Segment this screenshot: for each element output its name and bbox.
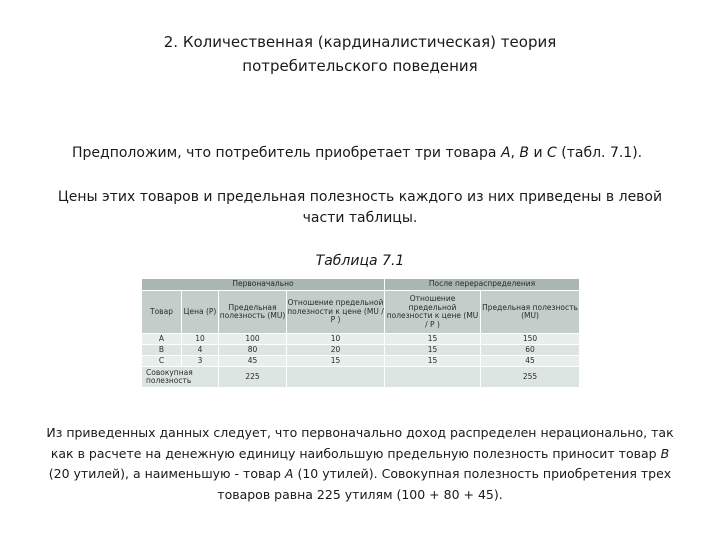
table-row (142, 334, 580, 345)
total-mu: 225 (219, 367, 287, 388)
slide-title-line2: потребительского поведения (242, 57, 478, 75)
table-group-row (142, 279, 580, 291)
prices-paragraph: Цены этих товаров и предельная полезность каждого из них приведены в левой части таблицы. (57, 189, 663, 226)
cell-mu: 100 (219, 334, 287, 345)
product-a-label: А (500, 145, 511, 161)
cell-ratio-after: 15 (385, 356, 481, 367)
cell-mu-after: 60 (481, 345, 580, 356)
header-price: Цена (Р) (182, 291, 219, 334)
product-b-label: В (519, 145, 530, 161)
conclusion-paragraph (40, 423, 680, 505)
cell-price: 4 (182, 345, 219, 356)
cell-product: С (142, 356, 182, 367)
cell-price: 10 (182, 334, 219, 345)
cell-ratio-after: 15 (385, 334, 481, 345)
cell-mu-after: 150 (481, 334, 580, 345)
group-initial: Первоначально (142, 279, 385, 291)
intro-sep-2: и (529, 145, 548, 161)
slide-title-line1: 2. Количественная (кардиналистическая) теория (163, 33, 557, 51)
conclusion-text-2: (20 утилей), а наименьшую - товар (48, 466, 285, 481)
header-ratio-after: Отношение предельной полезности к цене (MU / P ) (385, 291, 481, 334)
conclusion-product-a: А (284, 466, 294, 481)
table-header-row (142, 291, 580, 334)
table-caption: Таблица 7.1 (315, 253, 405, 269)
header-ratio: Отношение предельной полезности к цене (MU / P ) (287, 291, 385, 334)
cell-ratio-after: 15 (385, 345, 481, 356)
cell-product: В (142, 345, 182, 356)
intro-paragraph (72, 143, 692, 163)
intro-text: Предположим, что потребитель приобретает три товара (72, 145, 501, 161)
cell-product: А (142, 334, 182, 345)
cell-ratio: 15 (287, 356, 385, 367)
table-total-row (142, 367, 580, 388)
slide-title (0, 30, 720, 78)
intro-ref: (табл. 7.1). (556, 145, 643, 161)
header-product: Товар (142, 291, 182, 334)
header-mu-after: Предельная полезность (MU) (481, 291, 580, 334)
cell-mu: 80 (219, 345, 287, 356)
total-ratio-after-empty (385, 367, 481, 388)
total-ratio-empty (287, 367, 385, 388)
cell-ratio: 20 (287, 345, 385, 356)
product-c-label: С (547, 145, 557, 161)
total-label: Совокупная полезность (142, 367, 219, 388)
table-row (142, 345, 580, 356)
cell-ratio: 10 (287, 334, 385, 345)
cell-price: 3 (182, 356, 219, 367)
group-after: После перераспределения (385, 279, 580, 291)
conclusion-text-1: Из приведенных данных следует, что первоначально доход распределен нерационально, так как в расчете на денежную единицу наибольшую предельную полезность приносит товар (46, 425, 674, 461)
cell-mu-after: 45 (481, 356, 580, 367)
utility-table (141, 278, 580, 388)
header-mu: Предельная полезность (MU) (219, 291, 287, 334)
intro-sep-1: , (510, 145, 520, 161)
total-mu-after: 255 (481, 367, 580, 388)
conclusion-text-3: (10 утилей). Совокупная полезность приобретения трех товаров равна 225 утилям (100 + 80 + 45). (217, 466, 672, 502)
table-row (142, 356, 580, 367)
conclusion-product-b: В (660, 445, 670, 461)
cell-mu: 45 (219, 356, 287, 367)
